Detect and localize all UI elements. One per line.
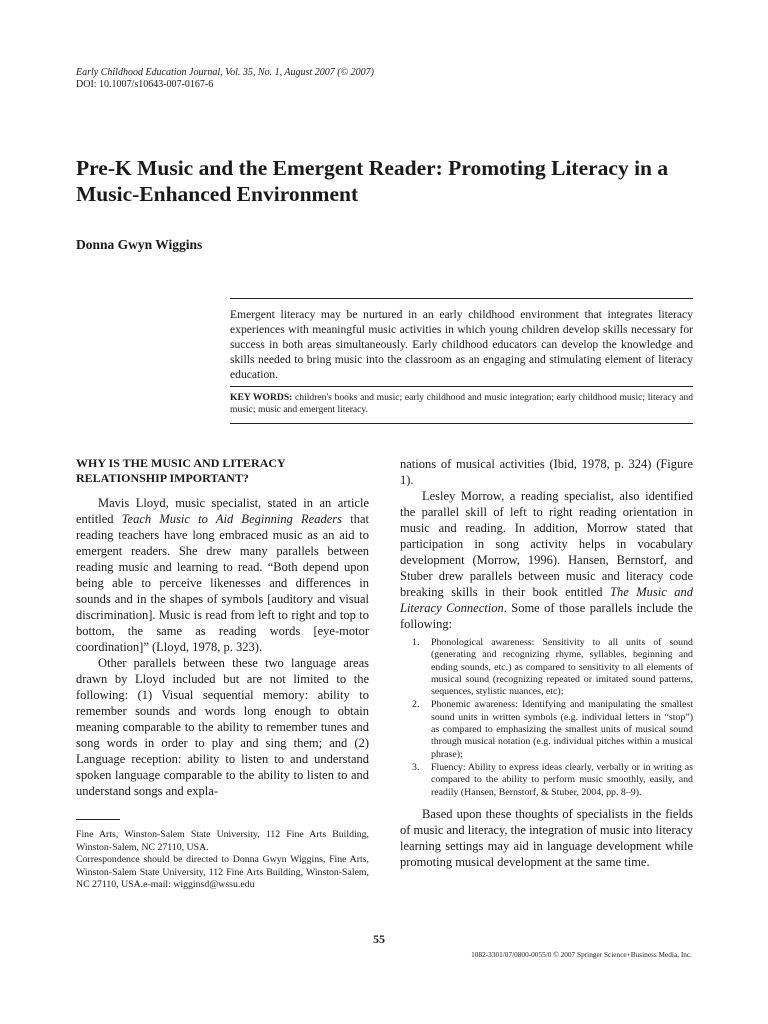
paragraph-text: . Some of those parallels include the following: — [400, 601, 693, 631]
page-number: 55 — [373, 932, 385, 946]
paragraph — [400, 488, 693, 632]
footnote — [76, 829, 369, 892]
left-column — [76, 456, 369, 799]
correspondence-note: Correspondence should be directed to Donna Gwyn Wiggins, Fine Arts, Winston-Salem State University, 112 Fine Arts Building, Winston-Salem, NC 27110, USA.e-mail: wigginsd@wssu.edu — [76, 854, 369, 890]
keywords-label: KEY WORDS: — [230, 392, 293, 403]
list-item — [400, 699, 693, 760]
author-name: Donna Gwyn Wiggins — [76, 237, 203, 252]
keywords — [230, 386, 693, 423]
paragraph: Other parallels between these two language areas drawn by Lloyd included but are not limited to the following: (1) Visual sequential memory: ability to remember sounds and words long enough to obtain meaning comparable to the ability to remember tunes and song words in order to play and sing them; and (2) Language reception: ability to listen to and understand spoken language comparable to the ability to listen to and understand songs and expla- — [76, 656, 369, 798]
paragraph: Based upon these thoughts of specialists in the fields of music and literacy, the integration of music into literacy learning settings may aid in language development while promoting musical development at the same time. — [400, 806, 693, 869]
keywords-list: children's books and music; early childhood and music integration; early childhood music; literacy and music; music and emergent literacy. — [230, 392, 693, 415]
list-item-text: Phonemic awareness: Identifying and manipulating the smallest sound units in written symbols (e.g. individual letters in “stop”) as compared to emphasizing the smallest units of musical sound through musical notation (e.g. individual pitches within a musical phrase); — [431, 699, 693, 760]
parallels-list — [400, 637, 693, 799]
article-title: Pre-K Music and the Emergent Reader: Promoting Literacy in a Music-Enhanced Environment — [76, 156, 669, 206]
copyright-line: 1082-3301/07/0800-0055/0 © 2007 Springer Science+Business Media, Inc. — [471, 950, 692, 959]
section-heading: WHY IS THE MUSIC AND LITERACY RELATIONSHIP IMPORTANT? — [76, 456, 286, 485]
author-affiliation: Fine Arts, Winston-Salem State University, 112 Fine Arts Building, Winston-Salem, NC 27110, USA. — [76, 829, 369, 853]
footnote-rule — [76, 819, 120, 820]
abstract-text: Emergent literacy may be nurtured in an early childhood environment that integrates literacy experiences with meaningful music activities in which young children develop skills necessary for success in both areas simultaneously. Early childhood educators can develop the knowledge and skills needed to bring music into the classroom as an engaging and stimulating element of literacy education. — [230, 308, 693, 381]
list-number: 3. — [412, 761, 420, 773]
abstract-box — [230, 298, 693, 424]
list-item-text: Phonological awareness: Sensitivity to all units of sound (generating and recognizing rhyme, syllables, beginning and ending sounds, etc.) as compared to sensitivity to all elements of musical sound (recognizing repeated or imitated sound patterns, sequences, stylistic nuances, etc); — [431, 637, 693, 698]
article-title-reference: Teach Music to Aid Beginning Readers — [121, 512, 343, 526]
paragraph: nations of musical activities (Ibid, 1978, p. 324) (Figure 1). — [400, 457, 693, 487]
doi: DOI: 10.1007/s10643-007-0167-6 — [76, 79, 214, 90]
list-item — [400, 637, 693, 698]
journal-citation: Early Childhood Education Journal, Vol. 35, No. 1, August 2007 (© 2007) — [76, 67, 374, 78]
paragraph-text: that reading teachers have long embraced music as an aid to emergent readers. She drew many parallels between reading music and learning to read. “Both depend upon being able to perceive likenesses and differences in sounds and in the shapes of symbols [auditory and visual discrimination]. Music is read from left to right and top to bottom, the same as reading words [eye-motor coordination]” (Lloyd, 1978, p. 323). — [76, 512, 369, 654]
list-number: 2. — [412, 699, 420, 711]
right-column — [400, 456, 693, 870]
list-number: 1. — [412, 637, 420, 648]
book-title-reference: The Music and Literacy Connection — [400, 585, 693, 615]
list-item-text: Fluency: Ability to express ideas clearly, verbally or in writing as compared to the ability to perform music smoothly, easily, and readily (Hansen, Bernstorf, & Stuber, 2004, pp. 8–9). — [431, 761, 693, 798]
list-item — [400, 762, 693, 799]
paragraph-text: Mavis Lloyd, music specialist, stated in an article entitled — [76, 496, 369, 526]
paragraph-text: Lesley Morrow, a reading specialist, also identified the parallel skill of left to right reading orientation in music and reading. In addition, Morrow stated that participation in song activity helps in vocabulary development (Morrow, 1996). Hansen, Bernstorf, and Stuber drew parallels between music and literacy code breaking skills in their book entitled — [400, 489, 693, 599]
paragraph — [76, 495, 369, 655]
